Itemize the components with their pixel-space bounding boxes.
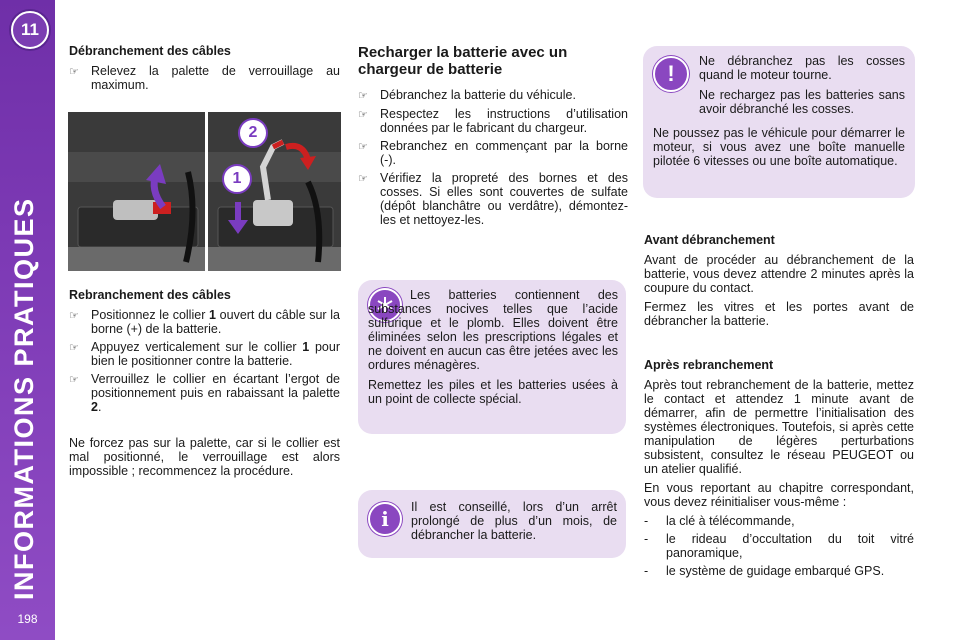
list-item: ☞ Respectez les instructions d’utilisation données par le fabricant du chargeur.: [358, 107, 628, 135]
middle-column: [358, 44, 628, 231]
warning-text: Ne rechargez pas les batteries sans avoir débranché les cosses.: [699, 88, 905, 116]
list-item: ☞ Rebranchez en commençant par la borne (-).: [358, 139, 628, 167]
list-item: ☞ Positionnez le collier 1 ouvert du câble sur la borne (+) de la batterie.: [69, 308, 340, 336]
debranchement-title: Débranchement des câbles: [69, 44, 231, 58]
info-notice-box: [358, 490, 626, 558]
section-title: INFORMATIONS PRATIQUES: [9, 197, 39, 600]
list-item: ☞ Vérifiez la propreté des bornes et des cosses. Si elles sont couvertes de sulfate (dépôt blanchâtre ou verdâtre), démontez-les et nettoyez-les.: [358, 171, 628, 227]
warning-note: Ne forcez pas sur la palette, car si le collier est mal positionné, le verrouillage est alors impossible ; recommencez la procédure.: [69, 436, 340, 478]
pointing-hand-icon: ☞: [358, 173, 368, 185]
warning-icon: !: [653, 56, 689, 92]
pointing-hand-icon: ☞: [69, 374, 79, 386]
avant-paragraph: Avant de procéder au débranchement de la batterie, vous devez attendre 2 minutes après la coupure du contact.: [644, 253, 914, 295]
list-item: ☞ Appuyez verticalement sur le collier 1 pour bien le positionner contre la batterie.: [69, 340, 340, 368]
avant-title: Avant débranchement: [644, 233, 775, 247]
photo-callout-2: 2: [238, 118, 268, 148]
battery-terminal-photo: [68, 112, 341, 271]
warning-text: Ne débranchez pas les cosses quand le moteur tourne.: [699, 54, 905, 82]
chapter-number-badge: 11: [11, 11, 49, 49]
list-item: [69, 64, 340, 92]
recycle-text: Les batteries contiennent des substances nocives telles que l’acide sulfurique et le plomb. Elles doivent être éliminées selon les prescriptions légales et ne doivent en aucun cas être jetées avec les ordures ménagères.: [368, 288, 618, 372]
page-number: 198: [17, 612, 38, 626]
pointing-hand-icon: ☞: [69, 310, 79, 322]
list-item: - le système de guidage embarqué GPS.: [644, 564, 885, 578]
list-item: - la clé à télécommande,: [644, 514, 795, 528]
list-item: ☞ Verrouillez le collier en écartant l’ergot de positionnement puis en rabaissant la palette 2.: [69, 372, 340, 414]
list-item: ☞ Débranchez la batterie du véhicule.: [358, 88, 576, 102]
pointing-hand-icon: ☞: [358, 141, 368, 153]
left-column-top: [69, 44, 340, 96]
pointing-hand-icon: ☞: [69, 342, 79, 354]
apres-paragraph: En vous reportant au chapitre correspondant, vous devez réinitialiser vous-même :: [644, 481, 914, 509]
pointing-hand-icon: ☞: [69, 66, 79, 78]
right-column: [644, 233, 914, 582]
pointing-hand-icon: ☞: [358, 90, 368, 102]
chapter-sidebar: [0, 0, 55, 640]
rebranchement-title: Rebranchement des câbles: [69, 288, 231, 302]
avant-paragraph: Fermez les vitres et les portes avant de débrancher la batterie.: [644, 300, 914, 328]
photo-callout-1: 1: [222, 164, 252, 194]
left-column-bottom: [69, 288, 340, 483]
recycle-text: Remettez les piles et les batteries usées à un point de collecte spécial.: [368, 378, 618, 406]
apres-paragraph: Après tout rebranchement de la batterie, mettez le contact et attendez 1 minute avant de démarrer, afin de permettre l’initialisation des systèmes électroniques. Toutefois, si après cette manipulation de légères perturbations subsistent, consultez le réseau PEUGEOT ou un atelier qualifié.: [644, 378, 914, 476]
apres-title: Après rebranchement: [644, 358, 774, 372]
recycle-notice-box: [358, 280, 626, 434]
section-heading: Recharger la batterie avec un chargeur de batterie: [358, 44, 568, 78]
warning-text: Ne poussez pas le véhicule pour démarrer le moteur, si vous avez une boîte manuelle pilotée 6 vitesses ou une boîte automatique.: [653, 126, 905, 168]
pointing-hand-icon: ☞: [358, 109, 368, 121]
list-item-text: Relevez la palette de verrouillage au maximum.: [91, 64, 340, 92]
list-item: - le rideau d’occultation du toit vitré panoramique,: [644, 532, 914, 560]
info-text: Il est conseillé, lors d’un arrêt prolongé de plus d’un mois, de débrancher la batterie.: [411, 500, 617, 542]
warning-notice-box: [643, 46, 915, 198]
info-icon: i: [368, 502, 402, 536]
battery-illustration: [68, 112, 341, 271]
